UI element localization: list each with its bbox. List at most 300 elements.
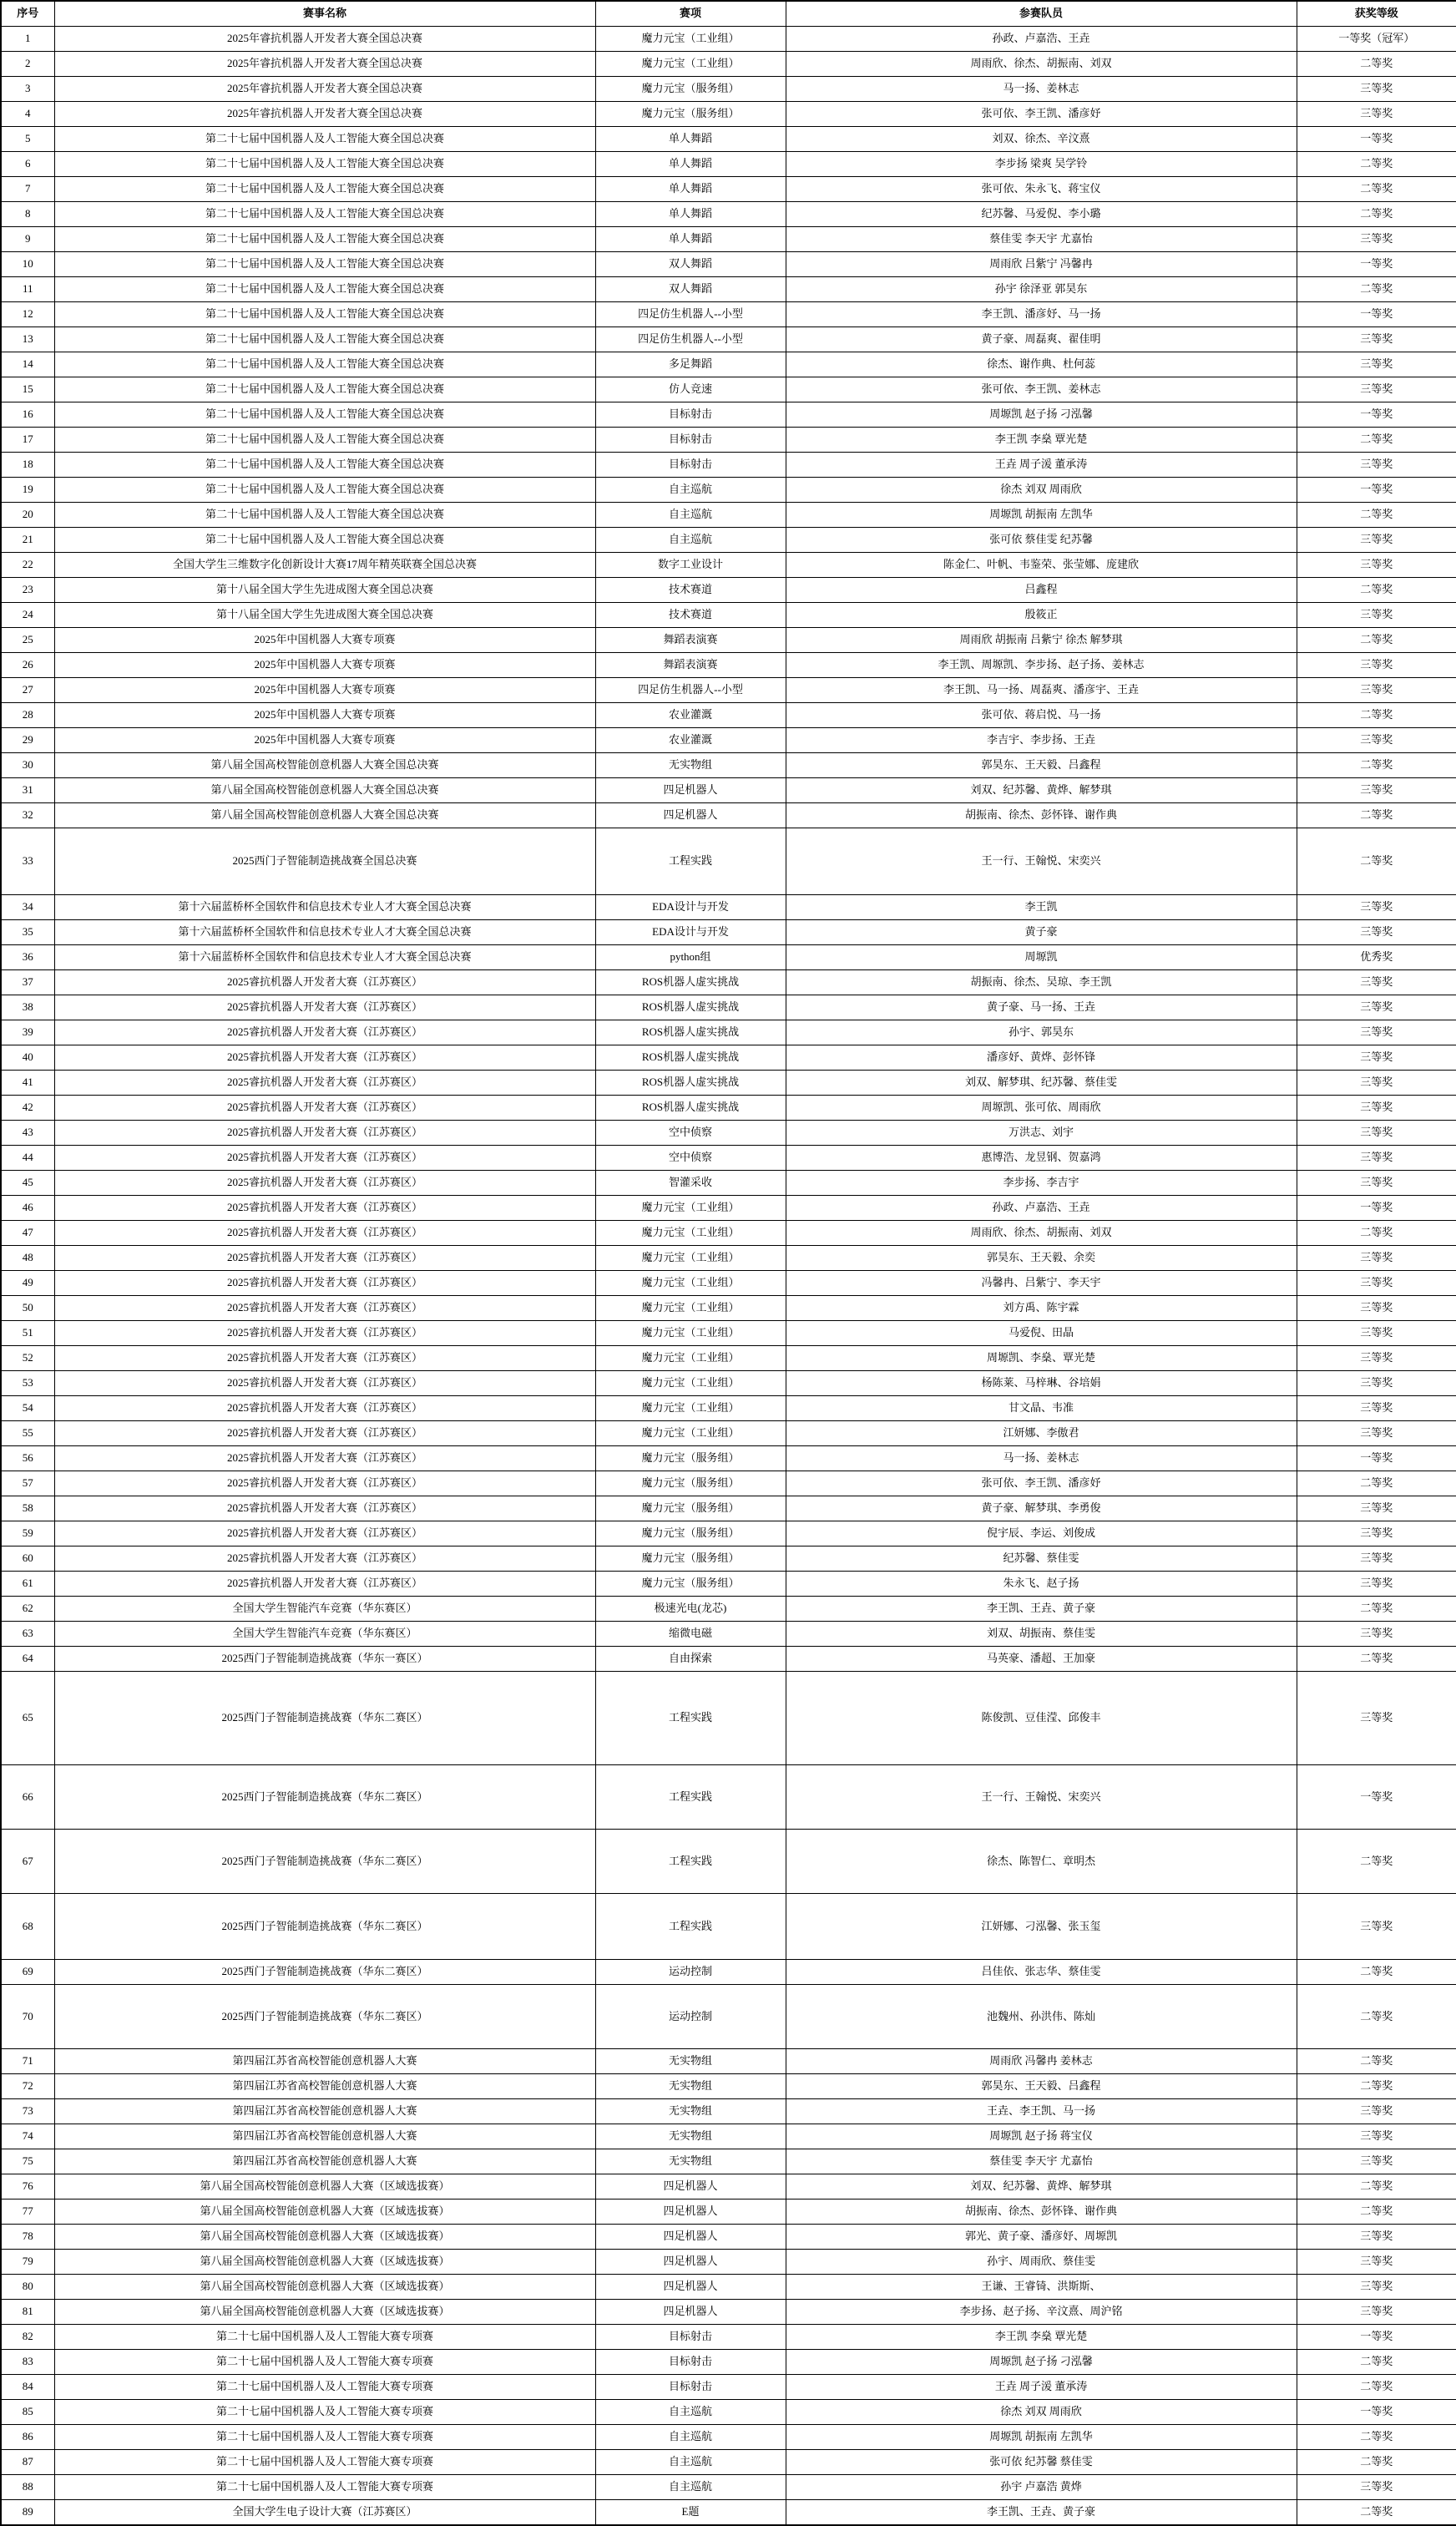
cell-event-name: 2025睿抗机器人开发者大赛（江苏赛区） [54, 995, 595, 1020]
cell-index: 50 [1, 1296, 54, 1321]
cell-event-name: 第八届全国高校智能创意机器人大赛（区域选拔赛） [54, 2199, 595, 2225]
cell-index: 36 [1, 945, 54, 970]
table-row [1, 578, 1456, 603]
table-row [1, 2199, 1456, 2225]
cell-award: 三等奖 [1297, 528, 1456, 553]
cell-event-name: 第二十七届中国机器人及人工智能大赛全国总决赛 [54, 377, 595, 402]
cell-category: 魔力元宝（工业组） [595, 27, 786, 52]
cell-members: 李步扬、李吉宇 [786, 1171, 1297, 1196]
cell-event-name: 2025睿抗机器人开发者大赛（江苏赛区） [54, 1045, 595, 1071]
cell-category: 四足机器人 [595, 2275, 786, 2300]
table-row [1, 1672, 1456, 1765]
table-row [1, 728, 1456, 753]
cell-members: 池魏州、孙洪伟、陈灿 [786, 1985, 1297, 2049]
cell-members: 孙政、卢嘉浩、王垚 [786, 27, 1297, 52]
cell-index: 53 [1, 1371, 54, 1396]
cell-event-name: 全国大学生电子设计大赛（江苏赛区） [54, 2500, 595, 2526]
cell-category: 四足机器人 [595, 2225, 786, 2250]
cell-event-name: 2025年中国机器人大赛专项赛 [54, 628, 595, 653]
cell-category: 舞蹈表演赛 [595, 628, 786, 653]
cell-event-name: 第十八届全国大学生先进成图大赛全国总决赛 [54, 578, 595, 603]
cell-index: 28 [1, 703, 54, 728]
cell-members: 刘双、纪苏馨、黄烨、解梦琪 [786, 778, 1297, 803]
cell-category: 极速光电(龙芯) [595, 1597, 786, 1622]
cell-category: 魔力元宝（服务组） [595, 1471, 786, 1496]
cell-award: 三等奖 [1297, 377, 1456, 402]
table-row [1, 102, 1456, 127]
table-row [1, 428, 1456, 453]
cell-index: 84 [1, 2375, 54, 2400]
cell-category: 自主巡航 [595, 2450, 786, 2475]
table-row [1, 1572, 1456, 1597]
cell-members: 李王凯、潘彦妤、马一扬 [786, 302, 1297, 327]
cell-event-name: 2025西门子智能制造挑战赛（华东一赛区） [54, 1647, 595, 1672]
table-row [1, 2074, 1456, 2099]
table-body [1, 27, 1456, 2526]
cell-award: 三等奖 [1297, 1546, 1456, 1572]
cell-award: 三等奖 [1297, 1246, 1456, 1271]
cell-index: 74 [1, 2124, 54, 2149]
cell-event-name: 2025睿抗机器人开发者大赛（江苏赛区） [54, 1321, 595, 1346]
cell-index: 30 [1, 753, 54, 778]
cell-index: 62 [1, 1597, 54, 1622]
cell-index: 69 [1, 1960, 54, 1985]
cell-members: 李王凯、王垚、黄子豪 [786, 1597, 1297, 1622]
cell-award: 三等奖 [1297, 1171, 1456, 1196]
cell-category: 无实物组 [595, 2049, 786, 2074]
cell-award: 二等奖 [1297, 2074, 1456, 2099]
cell-event-name: 2025年睿抗机器人开发者大赛全国总决赛 [54, 52, 595, 77]
cell-members: 李王凯 李燊 覃光楚 [786, 428, 1297, 453]
table-row [1, 2124, 1456, 2149]
cell-category: 工程实践 [595, 1672, 786, 1765]
cell-award: 三等奖 [1297, 603, 1456, 628]
cell-event-name: 2025睿抗机器人开发者大赛（江苏赛区） [54, 1572, 595, 1597]
table-row [1, 27, 1456, 52]
table-row [1, 2250, 1456, 2275]
cell-members: 胡振南、徐杰、吴琼、李王凯 [786, 970, 1297, 995]
table-row [1, 628, 1456, 653]
cell-award: 一等奖 [1297, 127, 1456, 152]
cell-award: 三等奖 [1297, 1672, 1456, 1765]
table-row [1, 1171, 1456, 1196]
table-row [1, 2275, 1456, 2300]
cell-category: 单人舞蹈 [595, 127, 786, 152]
cell-category: 技术赛道 [595, 603, 786, 628]
cell-category: 目标射击 [595, 2375, 786, 2400]
cell-members: 李王凯 [786, 895, 1297, 920]
cell-index: 33 [1, 828, 54, 895]
cell-award: 二等奖 [1297, 578, 1456, 603]
cell-award: 二等奖 [1297, 2425, 1456, 2450]
table-row [1, 2500, 1456, 2526]
table-row [1, 352, 1456, 377]
cell-event-name: 2025睿抗机器人开发者大赛（江苏赛区） [54, 1296, 595, 1321]
cell-index: 60 [1, 1546, 54, 1572]
table-row [1, 503, 1456, 528]
cell-index: 26 [1, 653, 54, 678]
cell-index: 52 [1, 1346, 54, 1371]
cell-award: 二等奖 [1297, 803, 1456, 828]
cell-members: 甘文晶、韦准 [786, 1396, 1297, 1421]
cell-event-name: 第四届江苏省高校智能创意机器人大赛 [54, 2074, 595, 2099]
cell-event-name: 第二十七届中国机器人及人工智能大赛全国总决赛 [54, 327, 595, 352]
cell-event-name: 第二十七届中国机器人及人工智能大赛专项赛 [54, 2425, 595, 2450]
cell-index: 49 [1, 1271, 54, 1296]
cell-members: 刘方禹、陈宇霖 [786, 1296, 1297, 1321]
cell-category: 自主巡航 [595, 2475, 786, 2500]
cell-members: 刘双、解梦琪、纪苏馨、蔡佳雯 [786, 1071, 1297, 1096]
cell-index: 18 [1, 453, 54, 478]
table-row [1, 920, 1456, 945]
cell-index: 24 [1, 603, 54, 628]
table-row [1, 2450, 1456, 2475]
cell-event-name: 第八届全国高校智能创意机器人大赛全国总决赛 [54, 778, 595, 803]
cell-event-name: 第二十七届中国机器人及人工智能大赛全国总决赛 [54, 402, 595, 428]
cell-members: 张可依、李王凯、潘彦妤 [786, 102, 1297, 127]
cell-category: 无实物组 [595, 2099, 786, 2124]
cell-category: 工程实践 [595, 1830, 786, 1894]
cell-category: 自主巡航 [595, 528, 786, 553]
cell-members: 李王凯、周塬凯、李步扬、赵子扬、姜林志 [786, 653, 1297, 678]
table-row [1, 528, 1456, 553]
cell-category: 魔力元宝（服务组） [595, 1496, 786, 1521]
cell-category: 双人舞蹈 [595, 277, 786, 302]
cell-members: 潘彦妤、黄烨、彭怀锋 [786, 1045, 1297, 1071]
cell-award: 三等奖 [1297, 970, 1456, 995]
cell-members: 黄子豪、解梦琪、李勇俊 [786, 1496, 1297, 1521]
cell-members: 周塬凯、李燊、覃光楚 [786, 1346, 1297, 1371]
cell-event-name: 2025睿抗机器人开发者大赛（江苏赛区） [54, 1071, 595, 1096]
table-row [1, 2049, 1456, 2074]
cell-award: 三等奖 [1297, 995, 1456, 1020]
cell-award: 三等奖 [1297, 2475, 1456, 2500]
cell-award: 二等奖 [1297, 1960, 1456, 1985]
cell-index: 67 [1, 1830, 54, 1894]
cell-index: 42 [1, 1096, 54, 1121]
cell-award: 三等奖 [1297, 1271, 1456, 1296]
cell-event-name: 2025西门子智能制造挑战赛（华东二赛区） [54, 1894, 595, 1960]
cell-index: 64 [1, 1647, 54, 1672]
table-row [1, 703, 1456, 728]
cell-category: 空中侦察 [595, 1146, 786, 1171]
cell-category: 工程实践 [595, 1894, 786, 1960]
cell-category: 四足仿生机器人--小型 [595, 327, 786, 352]
cell-members: 周塬凯 胡振南 左凯华 [786, 2425, 1297, 2450]
cell-event-name: 2025睿抗机器人开发者大赛（江苏赛区） [54, 1521, 595, 1546]
table-row [1, 2300, 1456, 2325]
cell-members: 张可依、蒋启悦、马一扬 [786, 703, 1297, 728]
table-row [1, 52, 1456, 77]
cell-award: 二等奖 [1297, 202, 1456, 227]
cell-event-name: 2025年睿抗机器人开发者大赛全国总决赛 [54, 27, 595, 52]
cell-category: 无实物组 [595, 2124, 786, 2149]
cell-category: E题 [595, 2500, 786, 2526]
cell-members: 黄子豪 [786, 920, 1297, 945]
table-row [1, 2174, 1456, 2199]
cell-event-name: 2025睿抗机器人开发者大赛（江苏赛区） [54, 1396, 595, 1421]
cell-members: 周雨欣、徐杰、胡振南、刘双 [786, 1221, 1297, 1246]
cell-award: 三等奖 [1297, 1020, 1456, 1045]
cell-members: 吕鑫程 [786, 578, 1297, 603]
cell-event-name: 第八届全国高校智能创意机器人大赛（区域选拔赛） [54, 2225, 595, 2250]
table-row [1, 1471, 1456, 1496]
cell-members: 张可依 纪苏馨 蔡佳雯 [786, 2450, 1297, 2475]
table-row [1, 1765, 1456, 1830]
cell-members: 王垚 周子湲 董承涛 [786, 453, 1297, 478]
cell-index: 88 [1, 2475, 54, 2500]
cell-category: 数字工业设计 [595, 553, 786, 578]
cell-members: 王垚 周子湲 董承涛 [786, 2375, 1297, 2400]
cell-event-name: 第四届江苏省高校智能创意机器人大赛 [54, 2149, 595, 2174]
table-row [1, 1246, 1456, 1271]
cell-award: 三等奖 [1297, 895, 1456, 920]
cell-index: 86 [1, 2425, 54, 2450]
cell-members: 李王凯、王垚、黄子豪 [786, 2500, 1297, 2526]
cell-members: 张可依、李王凯、潘彦妤 [786, 1471, 1297, 1496]
cell-members: 李王凯、马一扬、周磊爽、潘彦宇、王垚 [786, 678, 1297, 703]
table-row [1, 970, 1456, 995]
cell-index: 32 [1, 803, 54, 828]
cell-category: 四足机器人 [595, 2300, 786, 2325]
cell-award: 三等奖 [1297, 1296, 1456, 1321]
cell-members: 胡振南、徐杰、彭怀锋、谢作典 [786, 803, 1297, 828]
cell-members: 江妍娜、李傲君 [786, 1421, 1297, 1446]
cell-event-name: 2025西门子智能制造挑战赛（华东二赛区） [54, 1985, 595, 2049]
table-row [1, 478, 1456, 503]
cell-index: 34 [1, 895, 54, 920]
cell-members: 徐杰 刘双 周雨欣 [786, 478, 1297, 503]
cell-award: 三等奖 [1297, 678, 1456, 703]
cell-index: 48 [1, 1246, 54, 1271]
cell-event-name: 2025睿抗机器人开发者大赛（江苏赛区） [54, 1246, 595, 1271]
cell-members: 王垚、李王凯、马一扬 [786, 2099, 1297, 2124]
cell-index: 54 [1, 1396, 54, 1421]
cell-members: 杨陈莱、马梓琳、谷培娟 [786, 1371, 1297, 1396]
cell-index: 5 [1, 127, 54, 152]
cell-index: 51 [1, 1321, 54, 1346]
cell-index: 45 [1, 1171, 54, 1196]
cell-index: 7 [1, 177, 54, 202]
cell-category: EDA设计与开发 [595, 895, 786, 920]
cell-event-name: 第二十七届中国机器人及人工智能大赛全国总决赛 [54, 152, 595, 177]
cell-members: 李步扬、赵子扬、辛汶熹、周沪铭 [786, 2300, 1297, 2325]
cell-award: 二等奖 [1297, 2450, 1456, 2475]
table-row [1, 1894, 1456, 1960]
cell-category: 四足机器人 [595, 803, 786, 828]
cell-members: 孙政、卢嘉浩、王垚 [786, 1196, 1297, 1221]
cell-event-name: 第二十七届中国机器人及人工智能大赛全国总决赛 [54, 478, 595, 503]
table-row [1, 1421, 1456, 1446]
cell-category: 魔力元宝（工业组） [595, 1396, 786, 1421]
cell-event-name: 2025睿抗机器人开发者大赛（江苏赛区） [54, 1196, 595, 1221]
cell-award: 三等奖 [1297, 1071, 1456, 1096]
cell-category: 魔力元宝（工业组） [595, 1271, 786, 1296]
cell-award: 三等奖 [1297, 1346, 1456, 1371]
table-row [1, 1371, 1456, 1396]
cell-index: 41 [1, 1071, 54, 1096]
cell-index: 59 [1, 1521, 54, 1546]
cell-members: 周塬凯 赵子扬 蒋宝仪 [786, 2124, 1297, 2149]
cell-event-name: 2025睿抗机器人开发者大赛（江苏赛区） [54, 1096, 595, 1121]
cell-category: 技术赛道 [595, 578, 786, 603]
cell-event-name: 第八届全国高校智能创意机器人大赛（区域选拔赛） [54, 2174, 595, 2199]
cell-index: 8 [1, 202, 54, 227]
table-row [1, 778, 1456, 803]
cell-category: 魔力元宝（工业组） [595, 1296, 786, 1321]
cell-category: 四足机器人 [595, 778, 786, 803]
cell-category: 运动控制 [595, 1960, 786, 1985]
cell-event-name: 2025睿抗机器人开发者大赛（江苏赛区） [54, 1121, 595, 1146]
cell-award: 三等奖 [1297, 2225, 1456, 2250]
cell-category: 魔力元宝（工业组） [595, 1321, 786, 1346]
table-row [1, 1146, 1456, 1171]
cell-award: 二等奖 [1297, 52, 1456, 77]
cell-category: 魔力元宝（工业组） [595, 1421, 786, 1446]
cell-award: 三等奖 [1297, 1121, 1456, 1146]
cell-award: 三等奖 [1297, 653, 1456, 678]
cell-award: 三等奖 [1297, 920, 1456, 945]
cell-award: 三等奖 [1297, 2149, 1456, 2174]
cell-members: 倪宇辰、李运、刘俊成 [786, 1521, 1297, 1546]
cell-event-name: 2025年中国机器人大赛专项赛 [54, 653, 595, 678]
cell-members: 李吉宇、李步扬、王垚 [786, 728, 1297, 753]
cell-index: 35 [1, 920, 54, 945]
cell-event-name: 全国大学生智能汽车竞赛（华东赛区） [54, 1597, 595, 1622]
cell-award: 二等奖 [1297, 2375, 1456, 2400]
cell-index: 1 [1, 27, 54, 52]
cell-index: 85 [1, 2400, 54, 2425]
cell-award: 优秀奖 [1297, 945, 1456, 970]
cell-category: 四足机器人 [595, 2174, 786, 2199]
cell-category: 目标射击 [595, 402, 786, 428]
cell-event-name: 2025睿抗机器人开发者大赛（江苏赛区） [54, 1271, 595, 1296]
cell-index: 87 [1, 2450, 54, 2475]
cell-members: 张可依、朱永飞、蒋宝仪 [786, 177, 1297, 202]
cell-category: 魔力元宝（服务组） [595, 1572, 786, 1597]
cell-members: 朱永飞、赵子扬 [786, 1572, 1297, 1597]
table-row [1, 2325, 1456, 2350]
cell-index: 11 [1, 277, 54, 302]
cell-event-name: 第二十七届中国机器人及人工智能大赛全国总决赛 [54, 277, 595, 302]
cell-members: 陈金仁、叶帆、韦鉴荣、张莹娜、庞建欣 [786, 553, 1297, 578]
table-row [1, 277, 1456, 302]
cell-category: ROS机器人虚实挑战 [595, 1045, 786, 1071]
cell-category: 魔力元宝（工业组） [595, 1221, 786, 1246]
cell-award: 三等奖 [1297, 2099, 1456, 2124]
cell-members: 王一行、王翰悦、宋奕兴 [786, 828, 1297, 895]
table-row [1, 1546, 1456, 1572]
table-row [1, 803, 1456, 828]
cell-event-name: 第十六届蓝桥杯全国软件和信息技术专业人才大赛全国总决赛 [54, 920, 595, 945]
cell-category: 自主巡航 [595, 478, 786, 503]
table-row [1, 2099, 1456, 2124]
cell-event-name: 第十六届蓝桥杯全国软件和信息技术专业人才大赛全国总决赛 [54, 895, 595, 920]
cell-event-name: 2025西门子智能制造挑战赛全国总决赛 [54, 828, 595, 895]
cell-index: 68 [1, 1894, 54, 1960]
cell-event-name: 2025睿抗机器人开发者大赛（江苏赛区） [54, 1446, 595, 1471]
cell-award: 三等奖 [1297, 77, 1456, 102]
cell-index: 81 [1, 2300, 54, 2325]
cell-award: 三等奖 [1297, 1396, 1456, 1421]
table-row [1, 2350, 1456, 2375]
cell-index: 38 [1, 995, 54, 1020]
cell-index: 14 [1, 352, 54, 377]
table-row [1, 1830, 1456, 1894]
cell-event-name: 2025睿抗机器人开发者大赛（江苏赛区） [54, 1171, 595, 1196]
cell-category: 单人舞蹈 [595, 177, 786, 202]
cell-index: 44 [1, 1146, 54, 1171]
cell-category: ROS机器人虚实挑战 [595, 1096, 786, 1121]
cell-index: 61 [1, 1572, 54, 1597]
table-row [1, 1071, 1456, 1096]
cell-award: 三等奖 [1297, 327, 1456, 352]
cell-award: 三等奖 [1297, 2275, 1456, 2300]
cell-members: 张可依 蔡佳雯 纪苏馨 [786, 528, 1297, 553]
table-row [1, 2400, 1456, 2425]
table-row [1, 1597, 1456, 1622]
cell-index: 27 [1, 678, 54, 703]
cell-index: 89 [1, 2500, 54, 2526]
table-row [1, 2375, 1456, 2400]
cell-index: 40 [1, 1045, 54, 1071]
cell-category: ROS机器人虚实挑战 [595, 970, 786, 995]
cell-category: 农业灌溉 [595, 703, 786, 728]
cell-event-name: 第二十七届中国机器人及人工智能大赛专项赛 [54, 2375, 595, 2400]
cell-index: 21 [1, 528, 54, 553]
cell-category: 目标射击 [595, 2325, 786, 2350]
cell-category: 目标射击 [595, 453, 786, 478]
cell-members: 纪苏馨、马爱倪、李小璐 [786, 202, 1297, 227]
cell-award: 三等奖 [1297, 1622, 1456, 1647]
table-row [1, 1321, 1456, 1346]
cell-award: 二等奖 [1297, 152, 1456, 177]
table-row [1, 2475, 1456, 2500]
cell-award: 三等奖 [1297, 2300, 1456, 2325]
table-row [1, 453, 1456, 478]
cell-award: 一等奖（冠军） [1297, 27, 1456, 52]
cell-index: 79 [1, 2250, 54, 2275]
cell-category: ROS机器人虚实挑战 [595, 995, 786, 1020]
cell-event-name: 2025睿抗机器人开发者大赛（江苏赛区） [54, 1546, 595, 1572]
cell-members: 陈俊凯、豆佳滢、邱俊丰 [786, 1672, 1297, 1765]
cell-category: 四足机器人 [595, 2250, 786, 2275]
cell-event-name: 第二十七届中国机器人及人工智能大赛全国总决赛 [54, 177, 595, 202]
cell-members: 周雨欣 吕紫宁 冯馨冉 [786, 252, 1297, 277]
cell-award: 三等奖 [1297, 1421, 1456, 1446]
cell-members: 周塬凯 胡振南 左凯华 [786, 503, 1297, 528]
cell-category: 智灌采收 [595, 1171, 786, 1196]
cell-award: 一等奖 [1297, 1446, 1456, 1471]
cell-award: 一等奖 [1297, 1196, 1456, 1221]
cell-category: 魔力元宝（工业组） [595, 1246, 786, 1271]
cell-event-name: 2025睿抗机器人开发者大赛（江苏赛区） [54, 1371, 595, 1396]
cell-event-name: 2025西门子智能制造挑战赛（华东二赛区） [54, 1830, 595, 1894]
cell-event-name: 2025西门子智能制造挑战赛（华东二赛区） [54, 1960, 595, 1985]
cell-members: 刘双、纪苏馨、黄烨、解梦琪 [786, 2174, 1297, 2199]
table-row [1, 1045, 1456, 1071]
cell-category: 四足仿生机器人--小型 [595, 302, 786, 327]
cell-award: 三等奖 [1297, 2124, 1456, 2149]
cell-index: 29 [1, 728, 54, 753]
cell-event-name: 第二十七届中国机器人及人工智能大赛全国总决赛 [54, 528, 595, 553]
table-row [1, 402, 1456, 428]
cell-index: 23 [1, 578, 54, 603]
cell-index: 22 [1, 553, 54, 578]
cell-index: 31 [1, 778, 54, 803]
cell-index: 80 [1, 2275, 54, 2300]
cell-category: 舞蹈表演赛 [595, 653, 786, 678]
